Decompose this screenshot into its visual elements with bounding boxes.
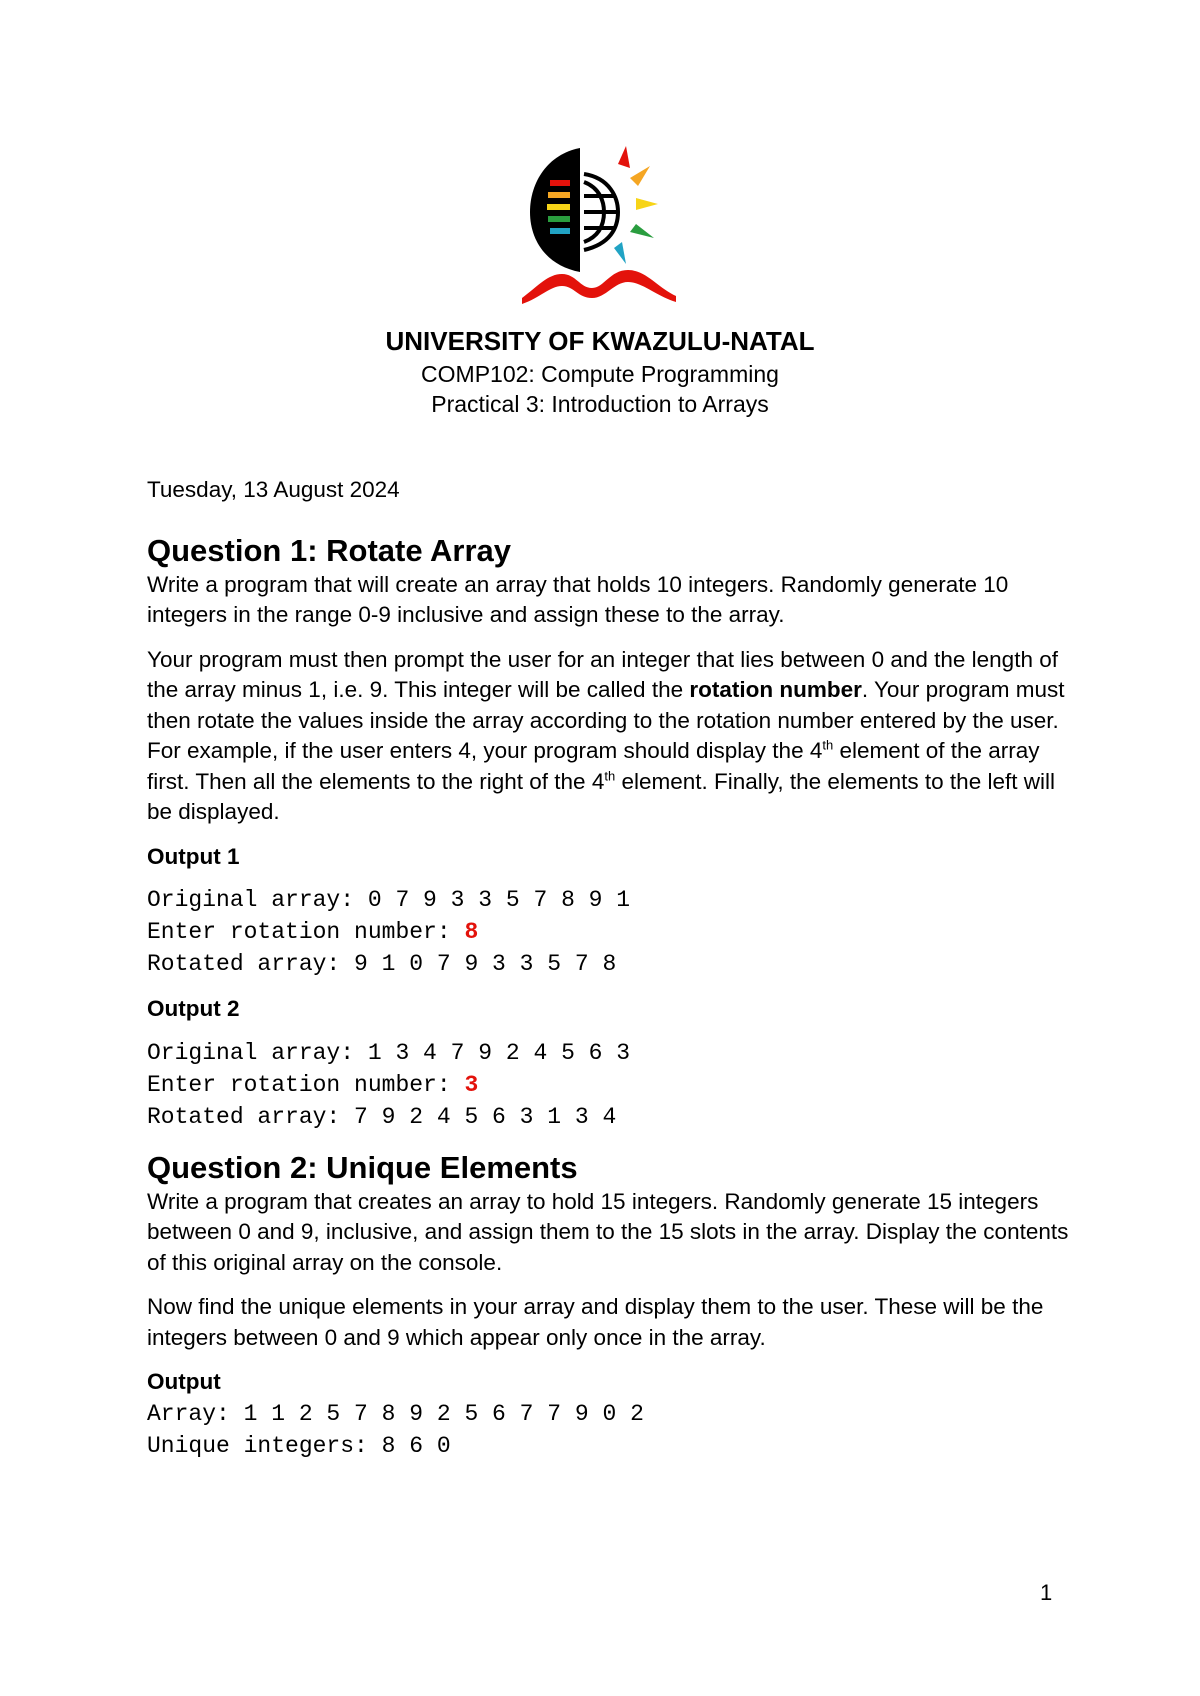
document-body [147,475,1077,1476]
question-2-paragraph-1: Write a program that creates an array to hold 15 integers. Randomly generate 15 integers between 0 and 9, inclusive, and assign them to the 15 slots in the array. Display the contents of this original array on the console. [147,1188,1069,1275]
output-1-title: Output 1 [147,843,240,869]
ordinal-suffix: th [822,737,834,753]
output-2-console [147,1037,1077,1133]
q1-p2-part-c: element of the array first. Then all the elements to the right of the 4 [147,738,1040,794]
output-2-title: Output 2 [147,996,240,1021]
question-1-paragraph-1: Write a program that will create an array that holds 10 integers. Randomly generate 10 integers in the range 0-9 inclusive and assign these to the array. [147,571,1009,627]
question-2 [147,1149,1077,1462]
console-line: Rotated array: 9 1 0 7 9 3 3 5 7 8 [147,951,617,977]
course-title: COMP102: Compute Programming [421,361,779,387]
question-1-paragraph-2 [147,645,1077,828]
q2-output-title: Output [147,1369,221,1394]
question-1 [147,532,1077,1133]
console-user-input: 8 [464,919,479,945]
console-line: Array: 1 1 2 5 7 8 9 2 5 6 7 7 9 0 2 [147,1400,644,1427]
output-1-console [147,884,1077,980]
q1-p2-part-a: Your program must then prompt the user for an integer that lies between 0 and the length of the array minus 1, i.e. 9. This integer will be called the [147,646,1058,702]
console-line: Unique integers: 8 6 0 [147,1432,451,1459]
console-line: Rotated array: 7 9 2 4 5 6 3 1 3 4 [147,1103,617,1130]
q1-p2-part-d: element. Finally, the elements to the left will be displayed. [147,768,1055,824]
rotation-number-term: rotation number [689,677,862,702]
ordinal-suffix: th [604,768,616,783]
console-line: Original array: 0 7 9 3 3 5 7 8 9 1 [147,887,631,913]
q2-output-console [147,1398,1077,1462]
q1-p2-part-b: . Your program must then rotate the values inside the array according to the rotation number entered by the user. For example, if the user enters 4, your program should display the 4 [147,677,1065,763]
console-prompt: Enter rotation number: [147,1071,465,1098]
question-1-title: Question 1: Rotate Array [147,532,512,568]
question-2-title: Question 2: Unique Elements [147,1149,578,1185]
university-name: UNIVERSITY OF KWAZULU-NATAL [385,326,815,356]
page-number: 1 [1040,1580,1053,1605]
practical-title: Practical 3: Introduction to Arrays [431,391,769,417]
document-date: Tuesday, 13 August 2024 [147,477,400,502]
console-line: Original array: 1 3 4 7 9 2 4 5 6 3 [147,1039,631,1066]
console-prompt: Enter rotation number: [147,919,465,945]
university-crest-logo [518,142,682,312]
console-user-input: 3 [464,1071,479,1098]
question-2-paragraph-2: Now find the unique elements in your array and display them to the user. These will be the integers between 0 and 9 which appear only once in the array. [147,1294,1044,1350]
